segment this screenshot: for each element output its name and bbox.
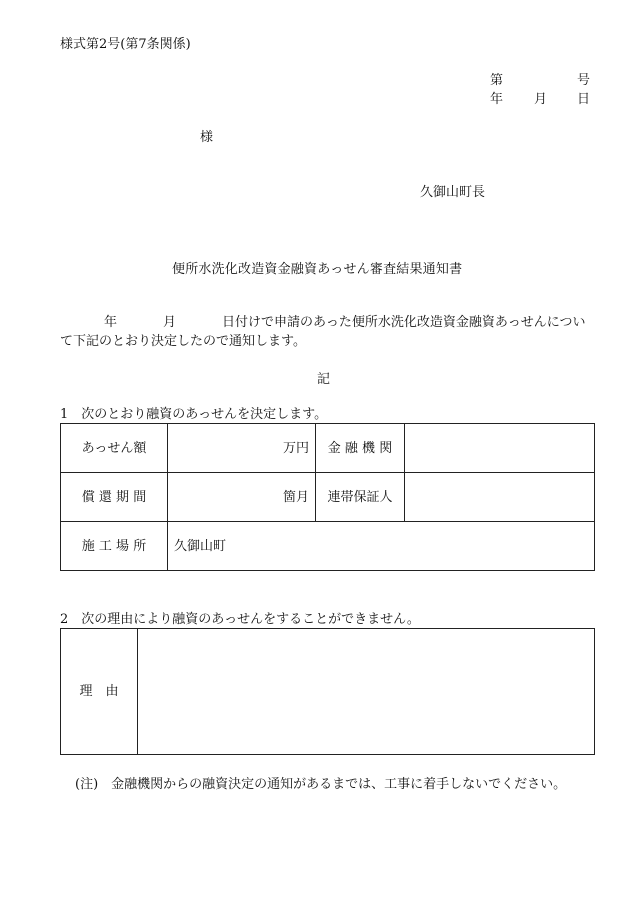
document-number-prefix: 第	[490, 73, 504, 88]
amount-value[interactable]: 万円	[168, 424, 316, 473]
body-line-2: て下記のとおり決定したので通知します。	[60, 334, 306, 349]
addressee: 様	[200, 130, 214, 145]
section-1-heading: 1 次のとおり融資のあっせんを決定します。	[60, 407, 328, 422]
table-row	[61, 424, 595, 473]
bank-value[interactable]	[405, 424, 595, 473]
repayment-period-label: 償 還 期 間	[61, 473, 168, 522]
body-text-1: 日付けで申請のあった便所水洗化改造資金融資あっせんについ	[222, 315, 586, 330]
date-month: 月	[534, 92, 548, 107]
document-title: 便所水洗化改造資金融資あっせん審査結果通知書	[172, 262, 463, 277]
footnote: (注) 金融機関からの融資決定の通知があるまでは、工事に着手しないでください。	[75, 777, 567, 792]
bank-label: 金 融 機 関	[316, 424, 405, 473]
date-year: 年	[490, 92, 504, 107]
rejection-table	[60, 628, 595, 755]
sender: 久御山町長	[420, 185, 486, 200]
guarantor-label: 連帯保証人	[316, 473, 405, 522]
section-2-heading: 2 次の理由により融資のあっせんをすることができません。	[60, 612, 420, 627]
table-row	[61, 522, 595, 571]
table-row	[61, 629, 595, 755]
form-number: 様式第2号(第7条関係)	[60, 37, 191, 52]
repayment-period-value[interactable]: 箇月	[168, 473, 316, 522]
document-number-suffix: 号	[577, 73, 591, 88]
construction-site-value[interactable]: 久御山町	[168, 522, 595, 571]
document-date	[490, 93, 590, 107]
guarantor-value[interactable]	[405, 473, 595, 522]
reason-value[interactable]	[138, 629, 595, 755]
decision-table	[60, 423, 595, 571]
construction-site-label: 施 工 場 所	[61, 522, 168, 571]
date-day: 日	[577, 92, 591, 107]
body-month: 月	[163, 315, 177, 330]
body-year: 年	[104, 315, 118, 330]
document-number	[490, 74, 590, 88]
reason-label: 理 由	[61, 629, 138, 755]
table-row	[61, 473, 595, 522]
ki-heading: 記	[317, 372, 331, 387]
body-line-1	[104, 316, 586, 329]
amount-label: あっせん額	[61, 424, 168, 473]
